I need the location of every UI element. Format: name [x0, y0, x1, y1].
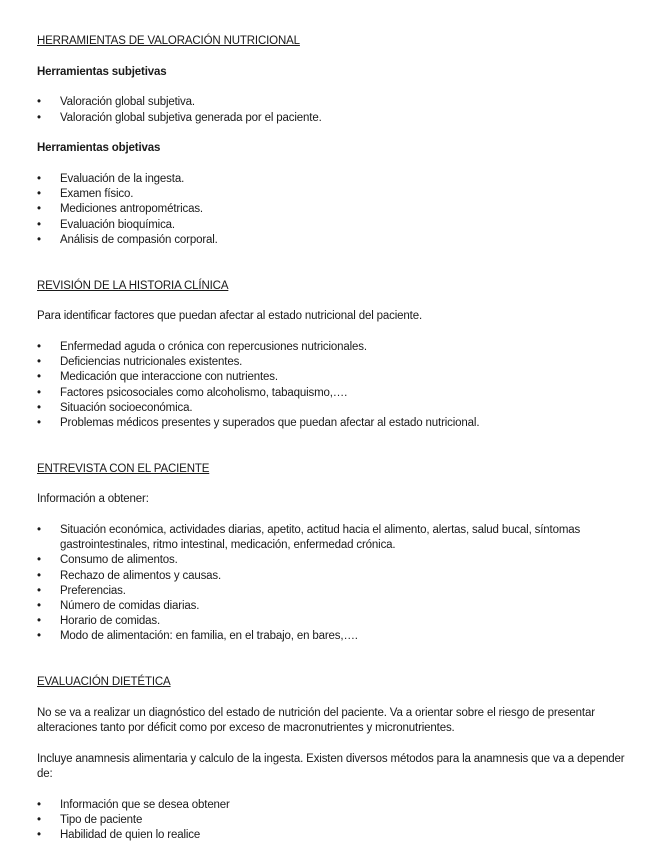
- list-item: • Valoración global subjetiva generada por el paciente.: [37, 111, 626, 126]
- list-herramientas-objetivas: [37, 172, 626, 248]
- list-item: • Rechazo de alimentos y causas.: [37, 569, 626, 584]
- list-item: • Situación económica, actividades diarias, apetito, actitud hacia el alimento, alertas, salud bucal, síntomas gastrointestinales, ritmo intestinal, medicación, enfermedad crónica.: [37, 523, 626, 553]
- list-item: • Modo de alimentación: en familia, en el trabajo, en bares,….: [37, 629, 626, 644]
- list-item: • Mediciones antropométricas.: [37, 202, 626, 217]
- section-title-dietetica: EVALUACIÓN DIETÉTICA: [37, 676, 171, 689]
- section-title-entrevista: ENTREVISTA CON EL PACIENTE: [37, 462, 210, 475]
- list-dietetica: [37, 798, 626, 844]
- list-item: • Deficiencias nutricionales existentes.: [37, 355, 626, 370]
- list-item: • Información que se desea obtener: [37, 798, 626, 813]
- paragraph-entrevista-intro: Información a obtener:: [37, 493, 149, 506]
- list-item: • Preferencias.: [37, 584, 626, 599]
- list-item: • Análisis de compasión corporal.: [37, 233, 626, 248]
- subtitle-herramientas-subjetivas: Herramientas subjetivas: [37, 65, 167, 78]
- subtitle-herramientas-objetivas: Herramientas objetivas: [37, 142, 161, 155]
- list-item: • Tipo de paciente: [37, 813, 626, 828]
- section-title-historia: REVISIÓN DE LA HISTORIA CLÍNICA: [37, 279, 229, 292]
- paragraph-historia-intro: Para identificar factores que puedan afectar al estado nutricional del paciente.: [37, 310, 423, 323]
- list-item: • Problemas médicos presentes y superados que puedan afectar al estado nutricional.: [37, 416, 626, 431]
- section-title-herramientas: HERRAMIENTAS DE VALORACIÓN NUTRICIONAL: [37, 35, 300, 47]
- list-item: • Número de comidas diarias.: [37, 599, 626, 614]
- list-historia: [37, 340, 626, 431]
- list-item: • Consumo de alimentos.: [37, 553, 626, 568]
- list-item: • Valoración global subjetiva.: [37, 95, 626, 110]
- paragraph-dietetica-2: Incluye anamnesis alimentaria y calculo de la ingesta. Existen diversos métodos para la anamnesis que va a depender de:: [37, 752, 625, 780]
- list-herramientas-subjetivas: [37, 95, 626, 125]
- list-item: • Examen físico.: [37, 187, 626, 202]
- list-item: • Medicación que interaccione con nutrientes.: [37, 370, 626, 385]
- list-item: • Factores psicosociales como alcoholismo, tabaquismo,….: [37, 386, 626, 401]
- list-item: • Horario de comidas.: [37, 614, 626, 629]
- list-item: • Evaluación de la ingesta.: [37, 172, 626, 187]
- list-item: • Enfermedad aguda o crónica con repercusiones nutricionales.: [37, 340, 626, 355]
- paragraph-dietetica-1: No se va a realizar un diagnóstico del estado de nutrición del paciente. Va a orientar sobre el riesgo de presentar alteraciones tanto por déficit como por exceso de macronutrientes y micronutrientes.: [37, 706, 595, 735]
- list-item: • Habilidad de quien lo realice: [37, 828, 626, 843]
- list-item: • Situación socioeconómica.: [37, 401, 626, 416]
- list-entrevista: [37, 523, 626, 645]
- list-item: • Evaluación bioquímica.: [37, 218, 626, 233]
